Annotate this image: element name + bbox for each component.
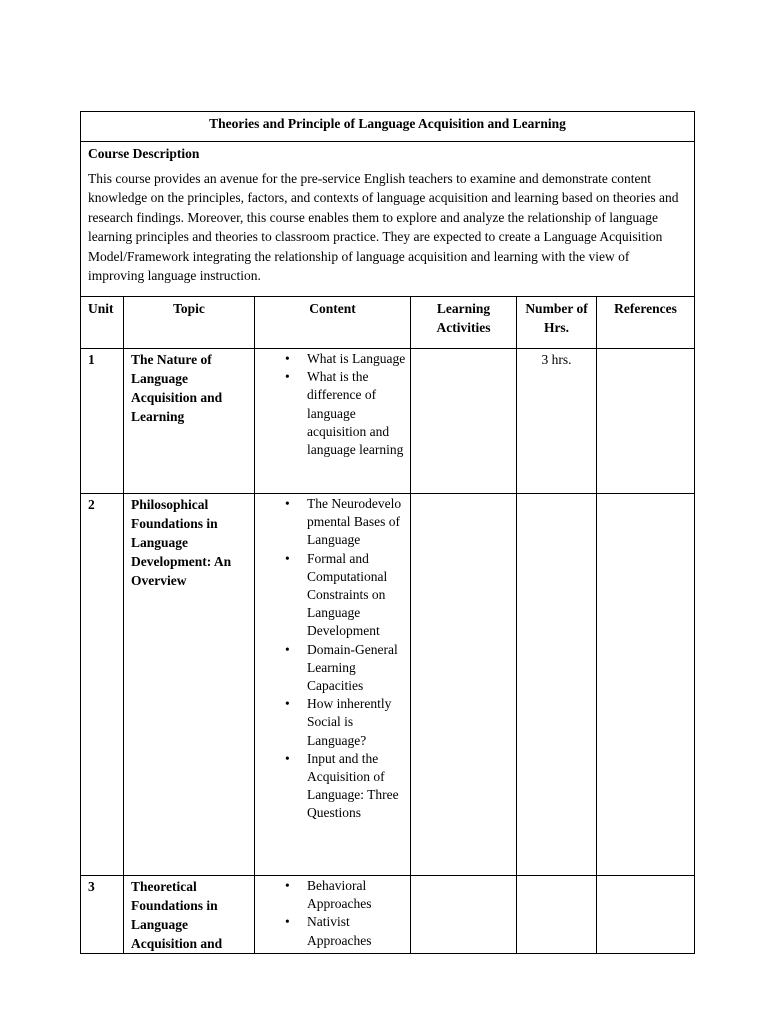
content-cell bbox=[255, 494, 411, 876]
topic-title: Philosophical Foundations in Language Development: An Overview bbox=[124, 494, 255, 876]
course-description-cell bbox=[81, 142, 695, 297]
list-item-text: The Neurodevelopmental Bases of Language bbox=[307, 496, 402, 548]
header-unit: Unit bbox=[81, 297, 124, 349]
unit-number: 1 bbox=[81, 349, 124, 494]
references-cell bbox=[597, 876, 695, 954]
content-cell bbox=[255, 876, 411, 954]
document-title: Theories and Principle of Language Acquisition and Learning bbox=[81, 112, 695, 142]
course-document bbox=[80, 111, 694, 954]
content-cell bbox=[255, 349, 411, 494]
content-list bbox=[255, 350, 410, 459]
table-header-row bbox=[81, 297, 695, 349]
list-item: • Domain-General Learning Capacities bbox=[307, 641, 407, 696]
list-item: • What is the difference of language acquisition and language learning bbox=[307, 368, 407, 459]
course-table bbox=[80, 111, 695, 954]
content-list bbox=[255, 495, 410, 823]
list-item: • Behavioral Approaches bbox=[307, 877, 407, 913]
list-item: • What is Language bbox=[307, 350, 407, 368]
learning-activities-cell bbox=[411, 349, 517, 494]
references-cell bbox=[597, 494, 695, 876]
hours-cell bbox=[517, 494, 597, 876]
content-list bbox=[255, 877, 410, 950]
header-learning-activities: Learning Activities bbox=[411, 297, 517, 349]
header-references: References bbox=[597, 297, 695, 349]
header-content: Content bbox=[255, 297, 411, 349]
unit-number: 3 bbox=[81, 876, 124, 954]
list-item bbox=[307, 495, 407, 550]
list-item: • Nativist Approaches bbox=[307, 913, 407, 949]
learning-activities-cell bbox=[411, 494, 517, 876]
unit-number: 2 bbox=[81, 494, 124, 876]
table-row bbox=[81, 349, 695, 494]
hours-cell bbox=[517, 876, 597, 954]
hours-cell: 3 hrs. bbox=[517, 349, 597, 494]
learning-activities-cell bbox=[411, 876, 517, 954]
list-item: • How inherently Social is Language? bbox=[307, 695, 407, 750]
course-description-text: This course provides an avenue for the pre-service English teachers to examine and demonstrate content knowledge on the principles, factors, and contexts of language acquisition and learning based on theories and research findings. Moreover, this course enables them to explore and analyze the relationship of language learning principles and theories to classroom practice. They are expected to create a Language Acquisition Model/Framework integrating the relationship of language acquisition and learning with the view of improving language instruction. bbox=[88, 171, 679, 284]
table-row bbox=[81, 494, 695, 876]
table-row bbox=[81, 876, 695, 954]
topic-title: Theoretical Foundations in Language Acquisition and bbox=[124, 876, 255, 954]
header-number-of-hours: Number of Hrs. bbox=[517, 297, 597, 349]
header-topic: Topic bbox=[124, 297, 255, 349]
topic-title: The Nature of Language Acquisition and Learning bbox=[124, 349, 255, 494]
list-item: • Formal and Computational Constraints on Language Development bbox=[307, 550, 407, 641]
course-description-heading: Course Description bbox=[88, 146, 200, 161]
references-cell bbox=[597, 349, 695, 494]
list-item: • Input and the Acquisition of Language: Three Questions bbox=[307, 750, 407, 823]
